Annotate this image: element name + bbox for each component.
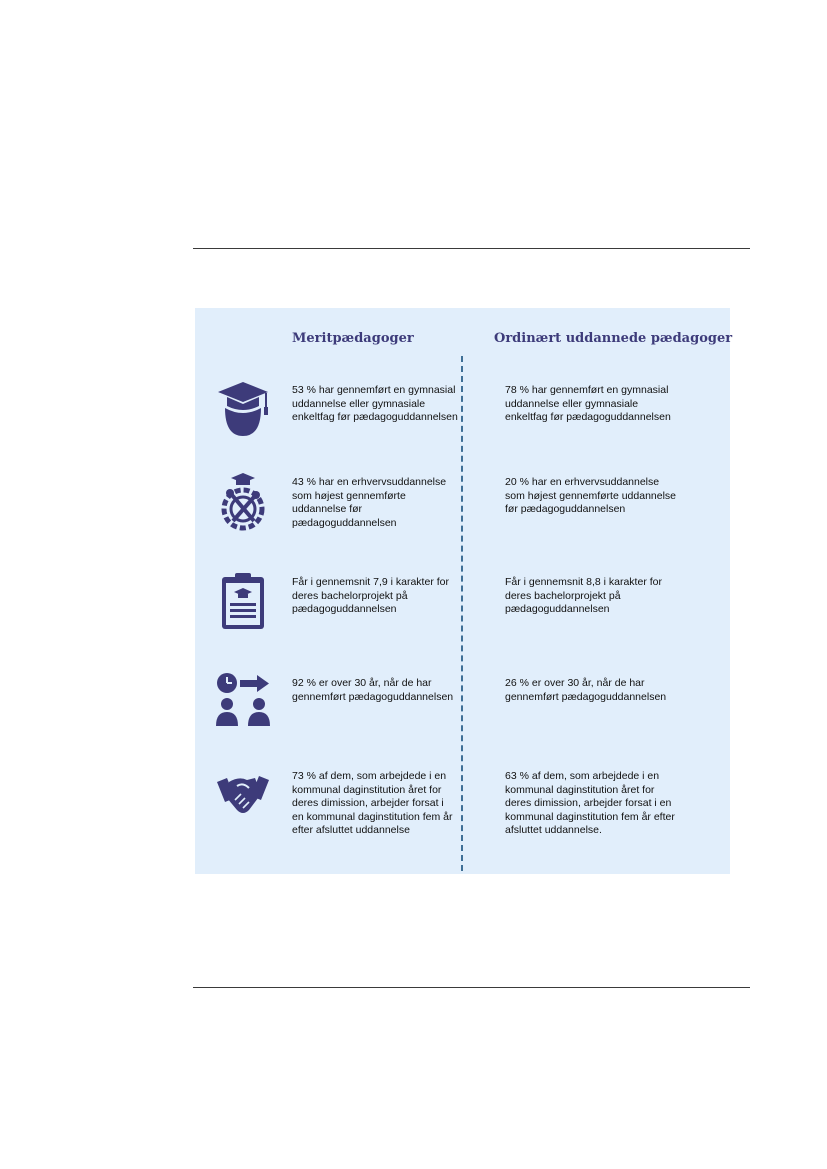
row4-ordinary-text: 26 % er over 30 år, når de har gennemført pædagoguddannelsen	[505, 677, 667, 703]
ordinary-column-heading: Ordinært uddannede pædagoger	[494, 331, 733, 346]
graduate-icon	[215, 378, 271, 438]
row5-merit-text: 73 % af dem, som arbejdede i en kommunal daginstitution året for deres dimission, arbejder forsat i en kommunal daginstitution fem år efter afsluttet uddannelse	[292, 770, 453, 837]
top-rule	[193, 248, 750, 249]
row1-ordinary-text: 78 % har gennemført en gymnasial uddannelse eller gymnasiale enkeltfag før pædagoguddannelsen	[505, 384, 671, 424]
column-divider	[461, 356, 463, 871]
row4-merit-text: 92 % er over 30 år, når de har gennemført pædagoguddannelsen	[292, 677, 454, 703]
comparison-panel	[195, 308, 733, 874]
handshake-icon	[215, 766, 271, 826]
age-clock-people-icon	[215, 670, 271, 730]
row5-ordinary-text: 63 % af dem, som arbejdede i en kommunal daginstitution året for deres dimission, arbejder forsat i en kommunal daginstitution fem år efter afsluttet uddannelse.	[505, 770, 675, 837]
vocational-tools-icon	[215, 471, 271, 531]
row1-merit-text: 53 % har gennemført en gymnasial uddannelse eller gymnasiale enkeltfag før pædagoguddannelsen	[292, 384, 458, 424]
row2-ordinary-text: 20 % har en erhvervsuddannelse som højest gennemførte uddannelse før pædagoguddannelsen	[505, 476, 677, 516]
row3-merit-text: Får i gennemsnit 7,9 i karakter for deres bachelorprojekt på pædagoguddannelsen	[292, 576, 449, 616]
row3-ordinary-text: Får i gennemsnit 8,8 i karakter for deres bachelorprojekt på pædagoguddannelsen	[505, 576, 662, 616]
clipboard-icon	[215, 571, 271, 631]
bottom-rule	[193, 987, 750, 988]
row2-merit-text: 43 % har en erhvervsuddannelse som højest gennemførte uddannelse før pædagoguddannelsen	[292, 476, 447, 529]
merit-column-heading: Meritpædagoger	[292, 331, 414, 346]
